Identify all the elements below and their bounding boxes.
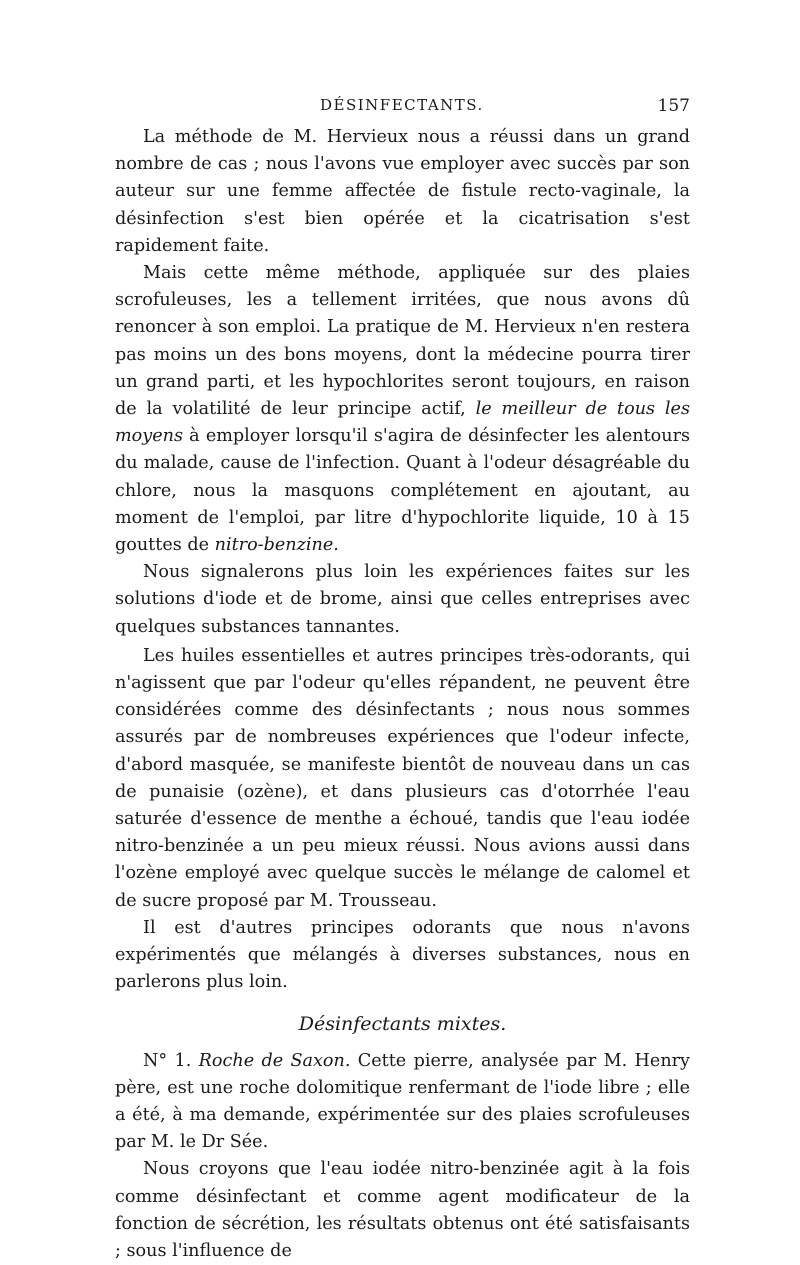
paragraph-eau-iodee: Nous croyons que l'eau iodée nitro-benzinée agit à la fois comme désinfectant et comme agent modificateur de la fonction de sécrétion, les résultats obtenus ont été satisfaisants ; sous l'influence de: [115, 1159, 690, 1261]
paragraph-iode-brome: Nous signalerons plus loin les expériences faites sur les solutions d'iode et de brome, ainsi que celles entreprises avec quelques substances tannantes.: [115, 562, 690, 637]
paragraph-text: Mais cette même méthode, appliquée sur des plaies scrofuleuses, les a tellement irritées, que nous avons dû renoncer à son emploi. La pratique de M. Hervieux n'en restera pas moins un des bons moyens, dont la médecine pourra tirer un grand parti, et les hypochlorites seront toujours, en raison de la volatilité de leur principe actif,: [115, 263, 690, 420]
paragraph-text: à employer lorsqu'il s'agira de désinfecter les alentours du malade, cause de l'infection. Quant à l'odeur désagréable du chlore, nous la masquons complétement en ajoutant, au moment de l'emploi, par litre d'hypochlorite liquide, 10 à 15 gouttes de: [115, 426, 691, 556]
italic-item-name: Roche de Saxon.: [198, 1050, 351, 1071]
running-head: [115, 96, 690, 124]
section-title: Désinfectants mixtes.: [298, 1012, 507, 1035]
item-number: N° 1.: [143, 1050, 192, 1071]
book-page: [115, 96, 690, 1265]
paragraph-roche-de-saxon: [115, 1048, 690, 1157]
paragraph-hypochlorites: [115, 260, 690, 559]
italic-term: nitro-benzine.: [214, 535, 339, 556]
italic-phrase: le meilleur de tous les moyens: [115, 399, 691, 447]
running-title: DÉSINFECTANTS.: [320, 96, 484, 114]
paragraph-huiles-essentielles: Les huiles essentielles et autres principes très-odorants, qui n'agissent que par l'odeur qu'elles répandent, ne peuvent être considérées comme des désinfectants ; nous nous sommes assurés par de nombreuses expériences que l'odeur infecte, d'abord masquée, se manifeste bientôt de nouveau dans un cas de punaisie (ozène), et dans plusieurs cas d'otorrhée l'eau saturée d'essence de menthe a échoué, tandis que l'eau iodée nitro-benzinée a un peu mieux réussi. Nous avions aussi dans l'ozène employé avec quelque succès le mélange de calomel et de sucre proposé par M. Trousseau.: [115, 645, 690, 911]
paragraph-text: Cette pierre, analysée par M. Henry père, est une roche dolomitique renfermant de l'iode libre ; elle a été, à ma demande, expérimentée sur des plaies scrofuleuses par M. le Dr Sée.: [115, 1050, 690, 1153]
page-number: 157: [657, 96, 690, 116]
paragraph-hervieux-success: La méthode de M. Hervieux nous a réussi dans un grand nombre de cas ; nous l'avons vue employer avec succès par son auteur sur une femme affectée de fistule recto-vaginale, la désinfection s'est bien opérée et la cicatrisation s'est rapidement faite.: [115, 127, 690, 256]
paragraph-principes-odorants: Il est d'autres principes odorants que nous n'avons expérimentés que mélangés à diverses substances, nous en parlerons plus loin.: [115, 917, 690, 993]
